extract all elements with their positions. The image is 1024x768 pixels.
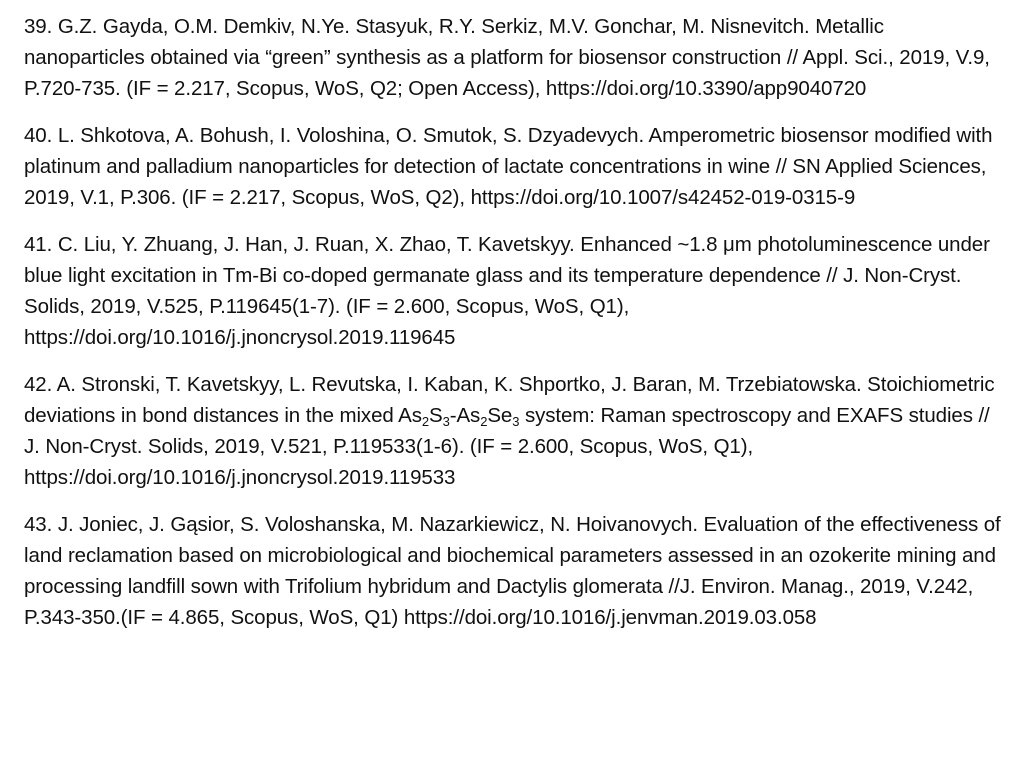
- reference-39: [24, 11, 1006, 104]
- reference-text-after-formula: system: Raman spectroscopy and EXAFS studies // J. Non-Cryst. Solids, 2019, V.521, P.119533(1-6). (IF = 2.600, Scopus, WoS, Q1), https://doi.org/10.1016/j.jnoncrysol.2019.119533: [24, 404, 990, 489]
- reference-text: C. Liu, Y. Zhuang, J. Han, J. Ruan, X. Zhao, T. Kavetskyy. Enhanced ~1.8 μm photoluminescence under blue light excitation in Tm-Bi co-doped germanate glass and its temperature dependence // J. Non-Cryst. Solids, 2019, V.525, P.119645(1-7). (IF = 2.600, Scopus, WoS, Q1), https://doi.org/10.1016/j.jnoncrysol.2019.119645: [24, 233, 990, 349]
- formula-element: -As: [449, 404, 481, 427]
- reference-text: G.Z. Gayda, O.M. Demkiv, N.Ye. Stasyuk, R.Y. Serkiz, M.V. Gonchar, M. Nisnevitch. Metallic nanoparticles obtained via “green” synthesis as a platform for biosensor construction // Appl. Sci., 2019, V.9, P.720-735. (IF = 2.217, Scopus, WoS, Q2; Open Access), https://doi.org/10.3390/app9040720: [24, 15, 990, 100]
- reference-40: [24, 120, 1006, 213]
- reference-41: [24, 229, 1006, 353]
- formula-element: Se: [487, 404, 513, 427]
- reference-text: L. Shkotova, A. Bohush, I. Voloshina, O. Smutok, S. Dzyadevych. Amperometric biosensor modified with platinum and palladium nanoparticles for detection of lactate concentrations in wine // SN Applied Sciences, 2019, V.1, P.306. (IF = 2.217, Scopus, WoS, Q2), https://doi.org/10.1007/s42452-019-0315-9: [24, 124, 993, 209]
- reference-number: 42.: [24, 373, 53, 396]
- reference-43: [24, 509, 1006, 633]
- formula-subscript: 3: [512, 414, 520, 429]
- reference-number: 40.: [24, 124, 53, 147]
- formula-subscript: 2: [480, 414, 488, 429]
- reference-number: 39.: [24, 15, 53, 38]
- reference-text-before-formula: A. Stronski, T. Kavetskyy, L. Revutska, I. Kaban, K. Shportko, J. Baran, M. Trzebiatowska. Stoichiometric deviations in bond distances in the mixed As: [24, 373, 995, 427]
- reference-text: J. Joniec, J. Gąsior, S. Voloshanska, M. Nazarkiewicz, N. Hoivanovych. Evaluation of the effectiveness of land reclamation based on microbiological and biochemical parameters assessed in an ozokerite mining and processing landfill sown with Trifolium hybridum and Dactylis glomerata //J. Environ. Manag., 2019, V.242, P.343-350.(IF = 4.865, Scopus, WoS, Q1) https://doi.org/10.1016/j.jenvman.2019.03.058: [24, 513, 1001, 629]
- reference-number: 41.: [24, 233, 53, 256]
- reference-42: [24, 369, 1006, 493]
- formula-subscript: 3: [442, 414, 450, 429]
- formula-element: S: [429, 404, 443, 427]
- reference-number: 43.: [24, 513, 53, 536]
- formula-subscript: 2: [421, 414, 430, 429]
